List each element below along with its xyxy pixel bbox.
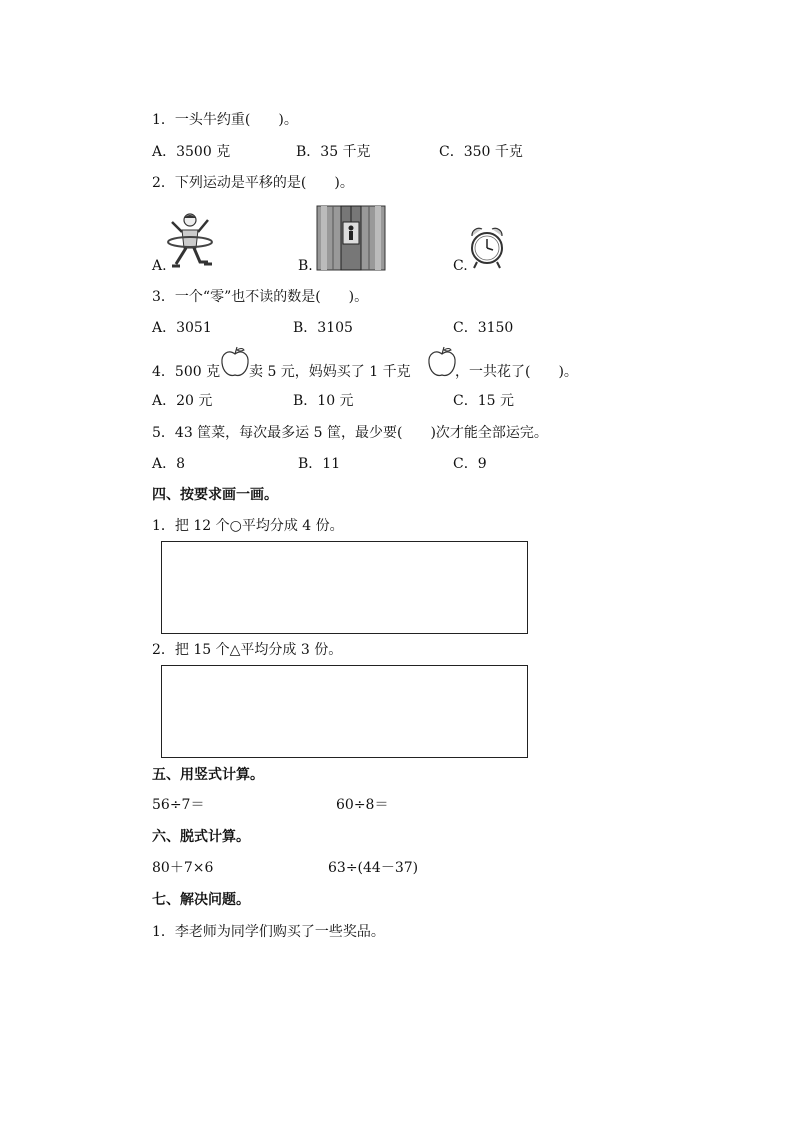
q2-stem: 2．下列运动是平移的是( )。 [152,175,354,191]
section5-expr1: 56÷7＝ [152,797,205,813]
apple-icon [427,346,457,378]
drawing-box-triangles[interactable] [161,665,528,758]
q4-stem-part3: ，一共花了( )。 [455,364,578,380]
q4-option-c[interactable]: C．15 元 [453,393,514,409]
section6-title: 六、脱式计算。 [152,829,250,845]
q4-stem-part2: 卖 5 元，妈妈买了 1 千克 [249,364,411,380]
alarm-clock-image [469,226,505,270]
q4-option-a[interactable]: A．20 元 [152,393,213,409]
section4-item2: 2．把 15 个△平均分成 3 份。 [152,642,343,658]
section4-item1: 1．把 12 个○平均分成 4 份。 [152,518,344,534]
apple-icon [220,346,250,378]
q3-option-b[interactable]: B．3105 [293,320,353,336]
q4-stem-part1: 4．500 克 [152,364,221,380]
q4-option-b[interactable]: B．10 元 [293,393,354,409]
hula-hoop-boy-image [166,212,214,270]
q5-stem: 5．43 筐菜，每次最多运 5 筐，最少要( )次才能全部运完。 [152,425,548,441]
section6-expr1: 80＋7×6 [152,860,214,876]
elevator-image [317,206,385,270]
section7-item1: 1．李老师为同学们购买了一些奖品。 [152,924,385,940]
q1-option-b[interactable]: B．35 千克 [296,144,371,160]
q3-stem: 3．一个“零”也不读的数是( )。 [152,289,369,305]
section4-title: 四、按要求画一画。 [152,487,278,503]
q1-option-c[interactable]: C．350 千克 [439,144,523,160]
q5-option-a[interactable]: A．8 [152,456,186,472]
section5-expr2: 60÷8＝ [336,797,389,813]
drawing-box-circles[interactable] [161,541,528,634]
q2-option-a[interactable]: A. [152,258,167,274]
section5-title: 五、用竖式计算。 [152,767,264,783]
q2-option-b[interactable]: B. [298,258,313,274]
section7-title: 七、解决问题。 [152,892,250,908]
q5-option-b[interactable]: B．11 [298,456,341,472]
section6-expr2: 63÷(44－37) [328,860,419,876]
q2-option-c[interactable]: C. [453,258,468,274]
q5-option-c[interactable]: C．9 [453,456,487,472]
q1-option-a[interactable]: A．3500 克 [152,144,231,160]
q3-option-a[interactable]: A．3051 [152,320,212,336]
q3-option-c[interactable]: C．3150 [453,320,514,336]
q1-stem: 1．一头牛约重( )。 [152,112,298,128]
